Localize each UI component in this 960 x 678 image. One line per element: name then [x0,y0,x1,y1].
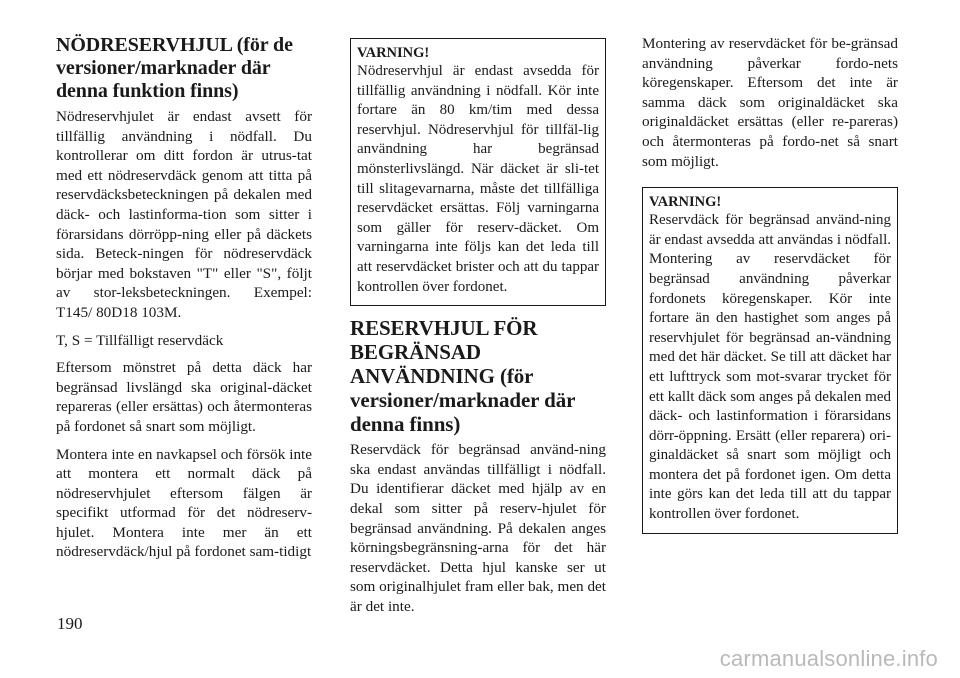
warning-text: Reservdäck för begränsad använd-ning är endast avsedda att användas i nödfall. Montering av reservdäcket för begränsad användning påverkar fordonets köregenskaper. Kör inte fortare än den hastighet som anges på reservhjulet för begränsad an-vändning med det här däcket. Se till att däcket har ett lufttryck som mot-svarar trycket för ett kallt däck som anges på dekalen med däck- och lastinformation i förarsidans dörr-öppning. Ersätt (eller reparera) ori-ginaldäcket så snart som möjligt och montera det på fordonet igen. Om detta inte görs kan det leda till att du tappar kontrollen över fordonet. [649,212,891,523]
body-paragraph: Montering av reservdäcket för be-gränsad användning påverkar fordo-nets köregenskaper. Eftersom det inte är samma däck som originaldäcket ska originaldäcket ersättas (eller re-pareras) och återmonteras på fordo-net så snart som möjligt. [642,35,898,170]
warning-box [350,38,606,306]
section-heading-limited-use-spare: RESERVHJUL FÖR BEGRÄNSAD ANVÄNDNING (för versioner/marknader där denna finns) [350,316,575,437]
body-paragraph: Montera inte en navkapsel och försök inte att montera ett normalt däck på nödreservhjulet eftersom fälgen är specifikt utformad för det nödreserv-hjulet. Montera inte mer än ett nödreservdäck/hjul på fordonet sam-tidigt [56,445,312,561]
warning-text: Nödreservhjul är endast avsedda för tillfällig användning i nödfall. Kör inte fortare än 80 km/tim med dessa reservhjul. Nödreservhjul för tillfäl-lig användning har begränsad mönsterlivslängd. När däcket är sli-tet till slitagevarnarna, måste det tillfälliga reservdäcket ersättas. Följ varningarna som gäller för reserv-däcket. Om varningarna inte följs kan det leda till att reservdäcket brister och att du tappar kontrollen över fordonet. [357,63,599,295]
column-middle [350,34,606,624]
warning-box [642,187,898,534]
page-number: 190 [57,614,83,633]
body-paragraph: T, S = Tillfälligt reservdäck [56,331,224,349]
section-heading-emergency-spare: NÖDRESERVHJUL (för de versioner/marknader där denna funktion finns) [56,34,293,102]
body-paragraph: Reservdäck för begränsad använd-ning ska endast användas tillfälligt i nödfall. Du identifierar däcket med hjälp av en dekal som sitter på reserv-hjulet för begränsad användning. På dekalen anges körningsbegränsning-arna för det här reservdäcket. Detta hjul kanske ser ut som originalhjulet fram eller bak, men det är det inte. [350,441,606,615]
column-right [642,34,898,534]
watermark: carmanualsonline.info [719,646,938,671]
body-paragraph: Eftersom mönstret på detta däck har begränsad livslängd ska original-däcket repareras (eller ersättas) och återmonteras på fordonet så snart som möjligt. [56,359,312,435]
column-left [56,34,312,570]
warning-title: VARNING! [649,194,722,211]
body-paragraph: Nödreservhjulet är endast avsett för tillfällig användning i nödfall. Du kontrollerar om ditt fordon är utrus-tat med ett nödreservdäck genom att titta på reservdäcksbeteckningen på dekalen med däck- och lastinforma-tion som sitter i förarsidans dörröpp-ning eller på däckets sida. Beteck-ningen för nödreservdäck börjar med bokstaven "T" eller "S", följt av stor-leksbeteckningen. Exempel: T145/ 80D18 103M. [56,108,312,321]
warning-title: VARNING! [357,45,430,61]
